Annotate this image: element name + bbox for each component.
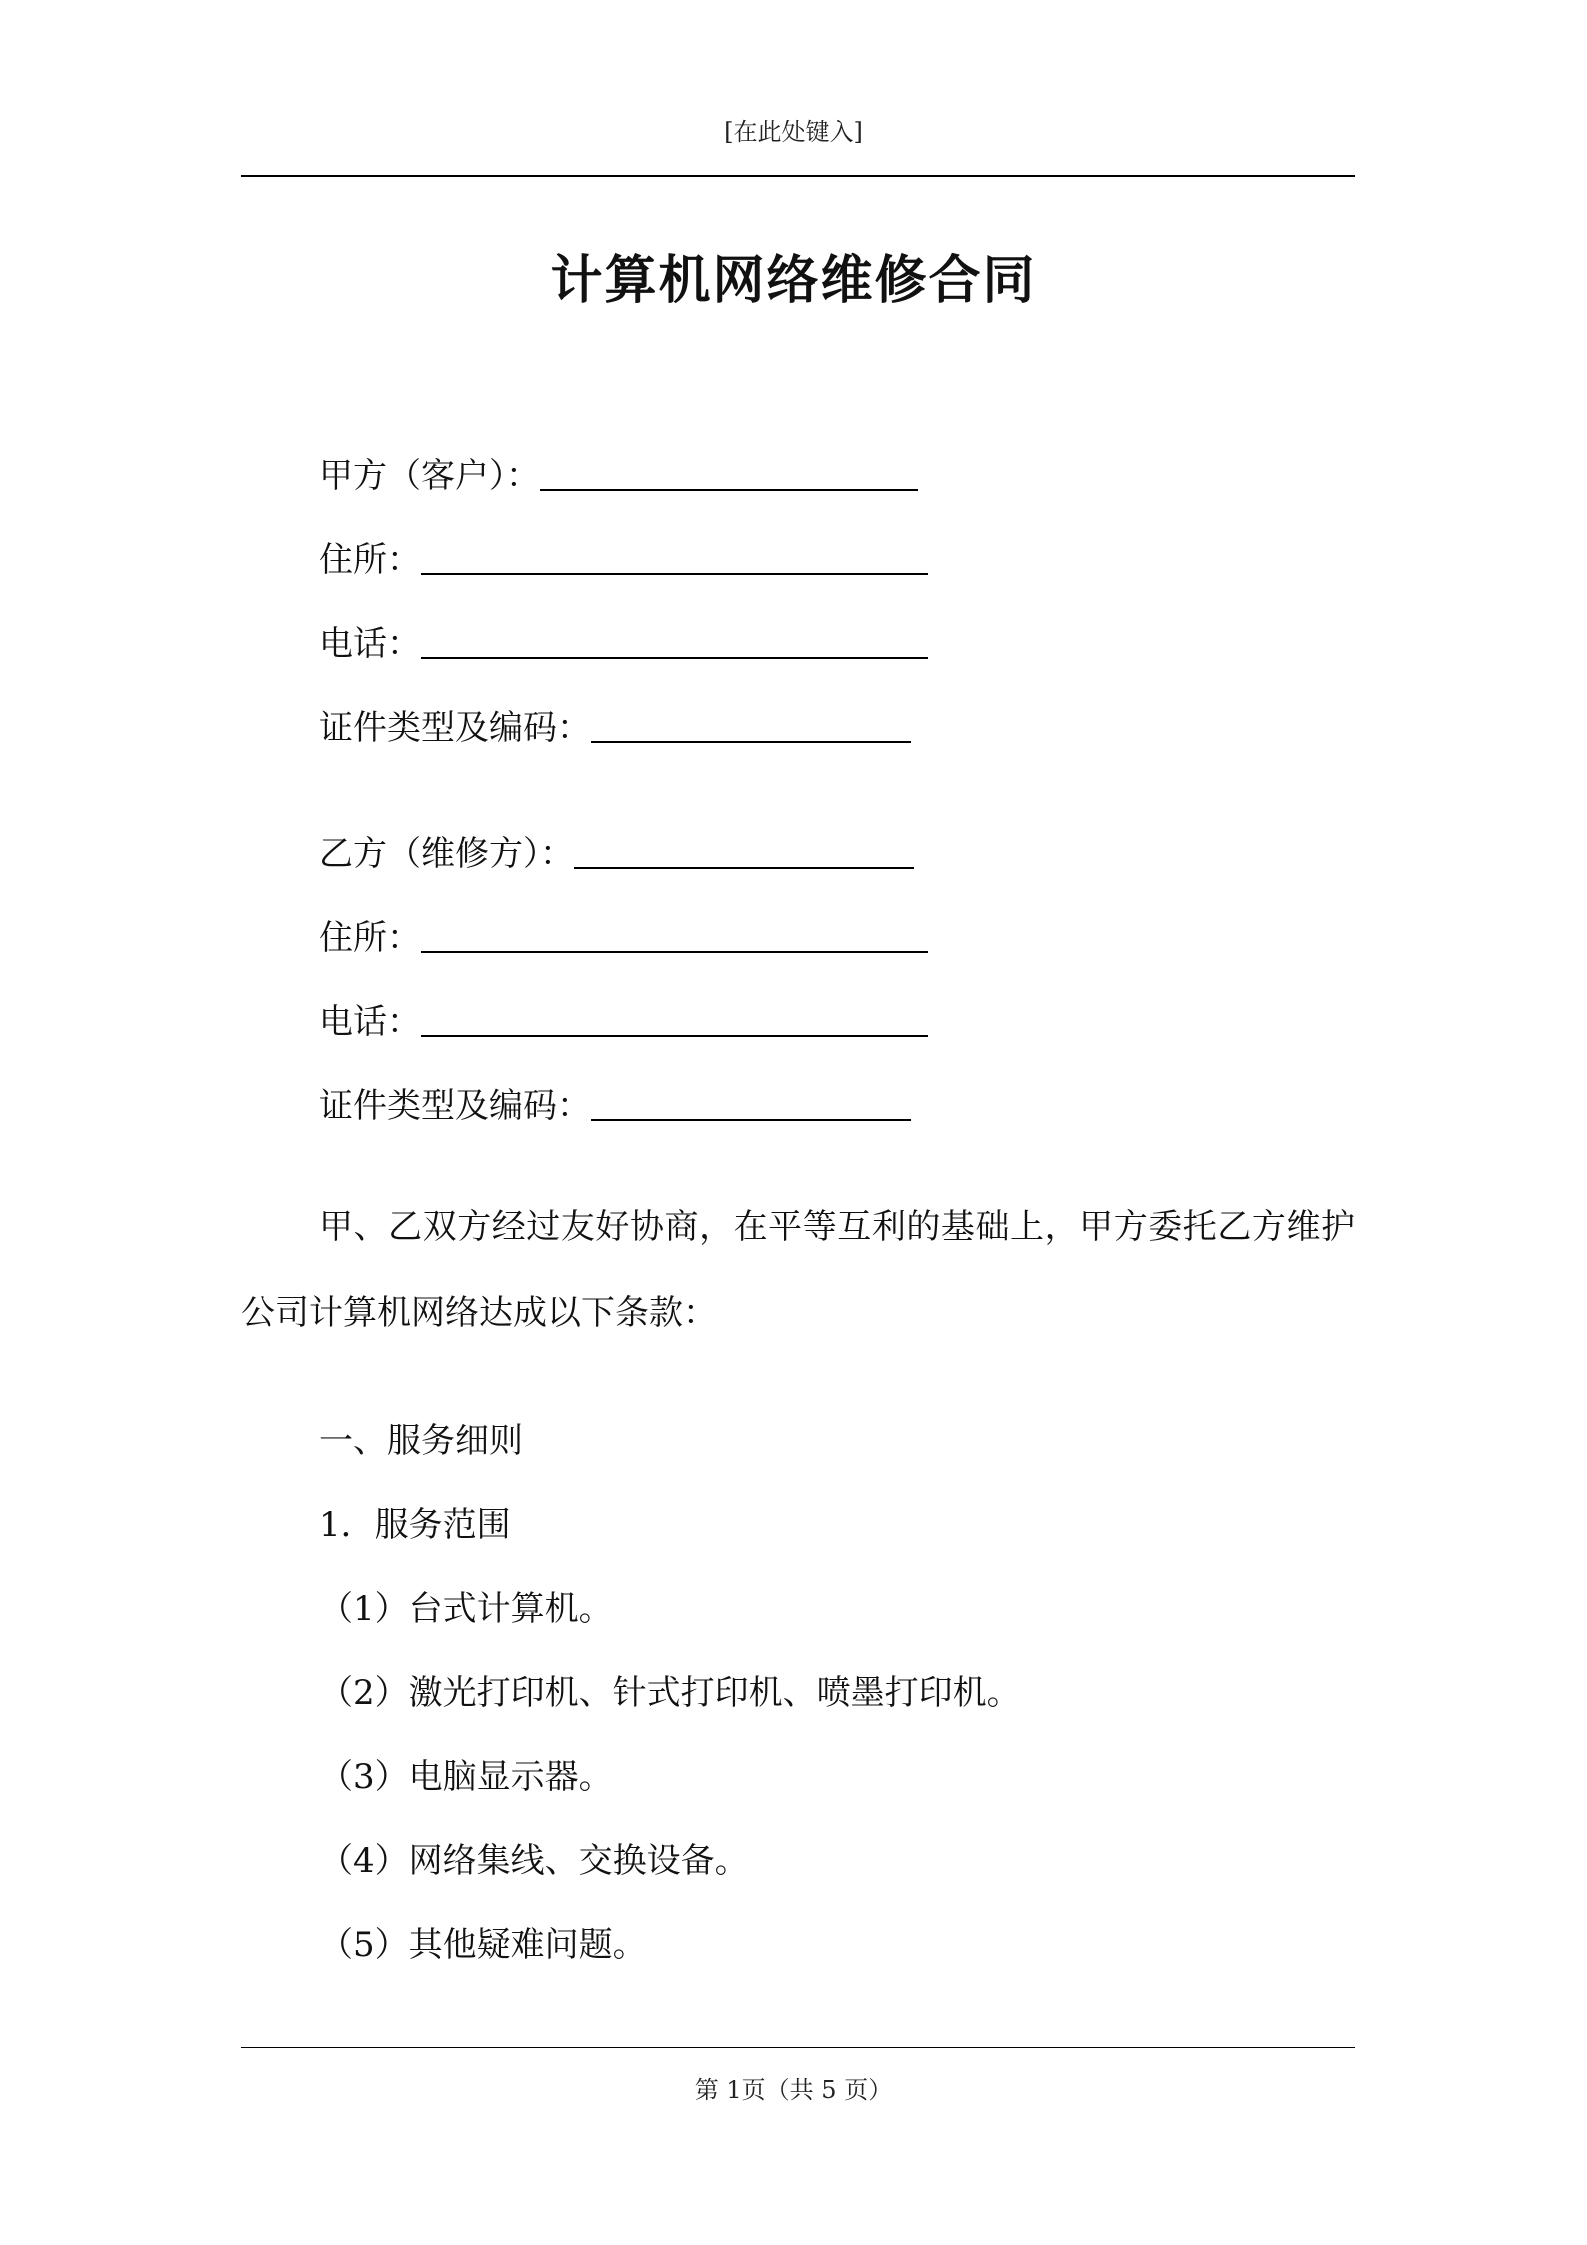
party-a-address-field [319,531,928,581]
party-a-id-blank[interactable] [591,740,911,743]
party-a-id-label: 证件类型及编码： [319,708,591,748]
party-a-name-field [319,447,918,497]
party-b-id-label: 证件类型及编码： [319,1086,591,1126]
section-heading: 一、服务细则 [319,1421,523,1461]
party-a-phone-field [319,615,928,665]
party-b-phone-field [319,993,928,1043]
party-a-address-blank[interactable] [421,572,928,575]
party-b-address-blank[interactable] [421,950,928,953]
page-number: 第 1页（共 5 页） [694,2076,893,2104]
list-item: （4）网络集线、交换设备。 [319,1841,749,1881]
intro-paragraph: 甲、乙双方经过友好协商，在平等互利的基础上，甲方委托乙方维护公司计算机网络达成以下条款： [241,1207,1355,1333]
party-a-address-label: 住所： [319,540,421,580]
party-a-phone-label: 电话： [319,624,421,664]
party-a-phone-blank[interactable] [421,656,928,659]
document-title: 计算机网络维修合同 [550,250,1037,311]
list-item: （2）激光打印机、针式打印机、喷墨打印机。 [319,1673,1021,1713]
header-placeholder: [在此处键入] [724,118,863,146]
party-a-name-label: 甲方（客户）： [319,456,540,496]
header-divider [241,175,1355,177]
party-b-phone-blank[interactable] [421,1034,928,1037]
party-a-id-field [319,699,911,749]
party-b-phone-label: 电话： [319,1002,421,1042]
party-b-name-blank[interactable] [574,866,914,869]
list-item: （3）电脑显示器。 [319,1757,613,1797]
party-b-id-blank[interactable] [591,1118,911,1121]
party-b-address-field [319,909,928,959]
list-item: （5）其他疑难问题。 [319,1925,647,1965]
party-b-id-field [319,1077,911,1127]
party-b-address-label: 住所： [319,918,421,958]
list-item: （1）台式计算机。 [319,1589,613,1629]
footer-divider [241,2047,1355,2048]
party-a-name-blank[interactable] [540,488,918,491]
party-b-name-field [319,825,914,875]
party-b-name-label: 乙方（维修方）： [319,834,574,874]
subsection-heading: 1．服务范围 [319,1505,511,1545]
